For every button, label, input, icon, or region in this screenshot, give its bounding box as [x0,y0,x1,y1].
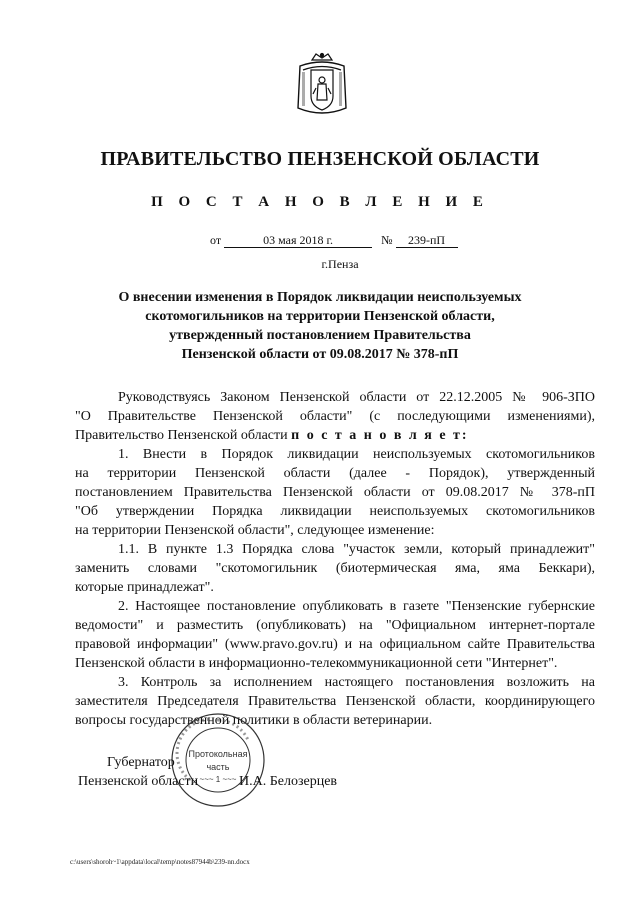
body-line: на территории Пензенской области", следующее изменение: [75,523,435,538]
official-stamp [168,710,268,810]
body-line: заменить словами "скотомогильник (биотермическая яма, яма Беккари), [75,561,595,576]
title-line: О внесении изменения в Порядок ликвидации неиспользуемых [118,290,522,305]
body-line: правовой информации" (www.pravo.gov.ru) и на официальном сайте Правительства [75,637,595,652]
body-line: "О Правительстве Пензенской области" (с последующими изменениями), [75,409,595,424]
body-line: ведомости" и разместить (опубликовать) на "Официальном интернет-портале [75,618,595,633]
city: г.Пенза [321,257,359,271]
signature-position-line2: Пензенской области [78,774,199,789]
body-line [75,426,595,445]
body-line: постановлением Правительства Пензенской области от 09.08.2017 № 378-пП [75,485,595,500]
document-number: 239-пП [396,234,458,248]
signature-position-line1: Губернатор [107,755,175,770]
coat-of-arms-emblem [294,52,350,118]
title-line: Пензенской области от 09.08.2017 № 378-пП [181,347,459,362]
date-prefix: от [210,233,222,247]
organization-name: ПРАВИТЕЛЬСТВО ПЕНЗЕНСКОЙ ОБЛАСТИ [100,148,540,170]
file-path-footer: c:\users\shoroh~1\appdata\local\temp\notes87944b\239-nn.docx [70,858,250,866]
number-prefix: № [381,233,393,247]
document-type: П О С Т А Н О В Л Е Н И Е [151,194,489,210]
resolves-word: п о с т а н о в л я е т: [291,428,469,443]
body-line: "Об утверждении Порядка ликвидации неиспользуемых скотомогильников [75,504,595,519]
document-title [90,288,550,364]
date-number-line [210,233,458,248]
title-line: скотомогильников на территории Пензенской области, [145,309,495,324]
body-line: которые принадлежат". [75,580,214,595]
body-line: вопросы государственной политики в области ветеринарии. [75,713,433,728]
stamp-text-line: Протокольная [188,749,248,759]
title-line: утвержденный постановлением Правительства [169,328,471,343]
body-line: 1.1. В пункте 1.3 Порядка слова "участок земли, который принадлежит" [118,542,595,557]
body-line: Руководствуясь Законом Пензенской области от 22.12.2005 № 906-ЗПО [118,390,595,405]
stamp-text-line: часть [206,762,230,772]
body-line: 3. Контроль за исполнением настоящего постановления возложить на [118,675,595,690]
body-line: заместителя Председателя Правительства Пензенской области, координирующего [75,694,595,709]
document-body [75,388,595,730]
signatory-name: И.А. Белозерцев [239,774,338,789]
body-line: на территории Пензенской области (далее - Порядок), утвержденный [75,466,595,481]
body-line: 2. Настоящее постановление опубликовать в газете "Пензенские губернские [118,599,595,614]
document-date: 03 мая 2018 г. [224,234,372,248]
body-line: Пензенской области в информационно-телекоммуникационной сети "Интернет". [75,656,558,671]
body-line: 1. Внести в Порядок ликвидации неиспользуемых скотомогильников [118,447,595,462]
body-text: Правительство Пензенской области [75,428,288,443]
svg-text:~~~ 1 ~~~: ~~~ 1 ~~~ [199,775,237,784]
